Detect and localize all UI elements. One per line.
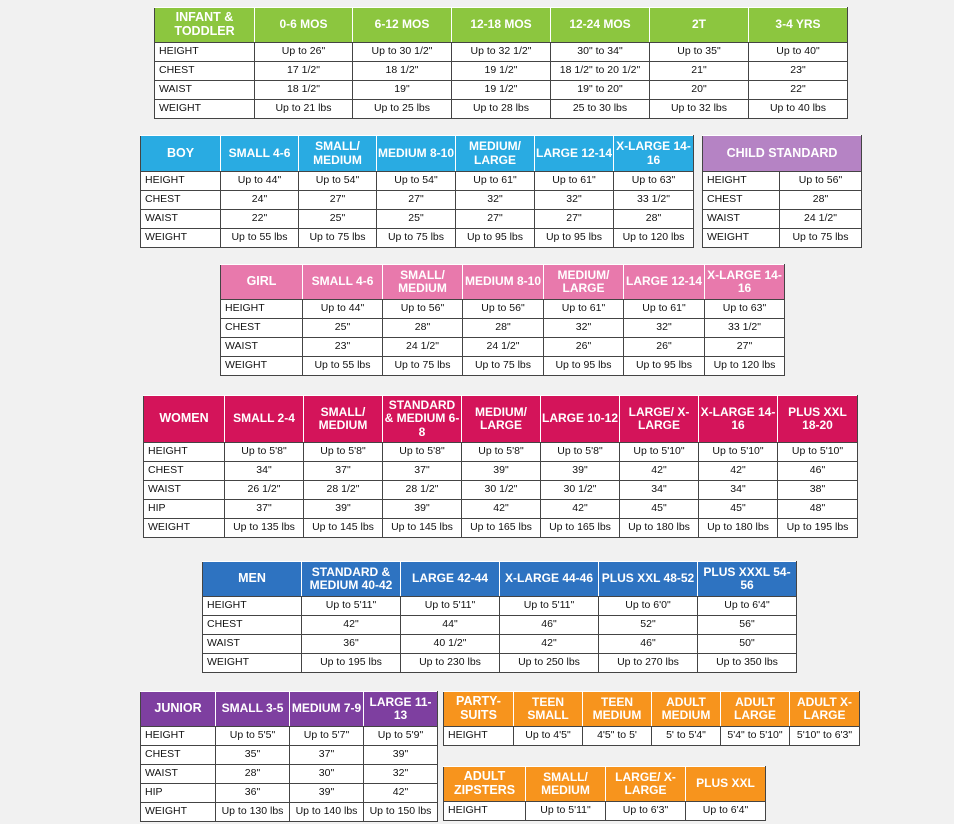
size-value: Up to 165 lbs — [541, 519, 620, 538]
size-value: 46" — [500, 616, 599, 635]
size-value: 32" — [456, 191, 535, 210]
size-header: X-LARGE 14-16 — [705, 265, 785, 300]
chest-row — [141, 191, 694, 210]
size-value: 34" — [620, 481, 699, 500]
size-value: 27" — [705, 338, 785, 357]
weight-row — [144, 519, 858, 538]
size-value: Up to 63" — [614, 172, 694, 191]
measure-label: WEIGHT — [141, 229, 221, 248]
size-value: Up to 21 lbs — [255, 100, 353, 119]
size-value: Up to 25 lbs — [353, 100, 452, 119]
size-header: MEDIUM 8-10 — [463, 265, 544, 300]
category-title: MEN — [203, 562, 302, 597]
size-value: 18 1/2" — [353, 62, 452, 81]
size-value: Up to 63" — [705, 300, 785, 319]
size-value: Up to 195 lbs — [302, 654, 401, 673]
size-value: Up to 5'9" — [364, 727, 438, 746]
size-value: 39" — [541, 462, 620, 481]
size-value: 19 1/2" — [452, 62, 551, 81]
category-title: JUNIOR — [141, 692, 216, 727]
size-value: 37" — [290, 746, 364, 765]
header-row — [141, 692, 438, 727]
size-value: Up to 5'11" — [500, 597, 599, 616]
size-value: Up to 95 lbs — [544, 357, 624, 376]
size-value: Up to 75 lbs — [299, 229, 377, 248]
header-row — [703, 136, 862, 172]
height-row — [221, 300, 785, 319]
height-row — [703, 172, 862, 191]
size-value: 30 1/2" — [462, 481, 541, 500]
size-header: ADULT MEDIUM — [652, 692, 721, 727]
size-header: LARGE/ X-LARGE — [620, 396, 699, 443]
size-value: Up to 5'8" — [383, 443, 462, 462]
waist-row — [203, 635, 797, 654]
size-value: 5' to 5'4" — [652, 727, 721, 746]
size-value: Up to 5'8" — [304, 443, 383, 462]
height-row — [155, 43, 848, 62]
women-table — [143, 395, 858, 538]
measure-label: CHEST — [141, 746, 216, 765]
size-value: Up to 135 lbs — [225, 519, 304, 538]
size-value: 25" — [303, 319, 383, 338]
size-header: STANDARD & MEDIUM 6-8 — [383, 396, 462, 443]
size-value: 42" — [500, 635, 599, 654]
size-header: LARGE/ X-LARGE — [606, 767, 686, 802]
size-value: 56" — [698, 616, 797, 635]
chest-row — [221, 319, 785, 338]
size-value: 37" — [304, 462, 383, 481]
size-value: 44" — [401, 616, 500, 635]
size-value: 34" — [225, 462, 304, 481]
size-value: 28" — [383, 319, 463, 338]
size-value: Up to 5'10" — [778, 443, 858, 462]
size-value: 42" — [462, 500, 541, 519]
men-table — [202, 561, 797, 673]
size-value: Up to 165 lbs — [462, 519, 541, 538]
measure-label: WAIST — [155, 81, 255, 100]
size-header: ADULT LARGE — [721, 692, 790, 727]
size-value: Up to 40" — [749, 43, 848, 62]
size-value: Up to 55 lbs — [221, 229, 299, 248]
child-standard-table — [702, 135, 862, 248]
size-value: 32" — [535, 191, 614, 210]
size-value: 27" — [377, 191, 456, 210]
measure-label: WAIST — [203, 635, 302, 654]
size-value: Up to 140 lbs — [290, 803, 364, 822]
size-value: 37" — [383, 462, 462, 481]
size-value: Up to 145 lbs — [304, 519, 383, 538]
measure-label: CHEST — [155, 62, 255, 81]
measure-label: CHEST — [703, 191, 780, 210]
size-header: MEDIUM/ LARGE — [462, 396, 541, 443]
size-value: Up to 55 lbs — [303, 357, 383, 376]
header-row — [444, 767, 766, 802]
chest-row — [703, 191, 862, 210]
size-value: Up to 150 lbs — [364, 803, 438, 822]
size-value: Up to 32 1/2" — [452, 43, 551, 62]
size-value: 19" — [353, 81, 452, 100]
size-value: Up to 5'8" — [462, 443, 541, 462]
size-value: Up to 5'10" — [620, 443, 699, 462]
height-row — [141, 727, 438, 746]
size-value: 30 1/2" — [541, 481, 620, 500]
size-header: 12-18 MOS — [452, 8, 551, 43]
size-value: Up to 145 lbs — [383, 519, 462, 538]
size-value: 23" — [303, 338, 383, 357]
size-header: PLUS XXXL 54-56 — [698, 562, 797, 597]
size-header: LARGE 12-14 — [535, 136, 614, 172]
waist-row — [141, 210, 694, 229]
measure-label: WEIGHT — [155, 100, 255, 119]
party-suits-table — [443, 691, 860, 746]
size-value: Up to 4'5" — [514, 727, 583, 746]
size-value: Up to 40 lbs — [749, 100, 848, 119]
size-value: Up to 6'4" — [698, 597, 797, 616]
size-value: 52" — [599, 616, 698, 635]
size-value: Up to 195 lbs — [778, 519, 858, 538]
size-header: MEDIUM 8-10 — [377, 136, 456, 172]
size-value: Up to 32 lbs — [650, 100, 749, 119]
measure-label: HEIGHT — [141, 727, 216, 746]
size-value: Up to 75 lbs — [780, 229, 862, 248]
measure-label: HEIGHT — [221, 300, 303, 319]
size-header: SMALL/ MEDIUM — [299, 136, 377, 172]
size-header: SMALL 3-5 — [216, 692, 290, 727]
size-value: 17 1/2" — [255, 62, 353, 81]
size-value: 45" — [620, 500, 699, 519]
size-value: Up to 75 lbs — [383, 357, 463, 376]
size-value: 26" — [624, 338, 705, 357]
size-value: 24 1/2" — [780, 210, 862, 229]
size-value: 42" — [302, 616, 401, 635]
size-value: 28" — [463, 319, 544, 338]
size-header: 6-12 MOS — [353, 8, 452, 43]
size-value: 39" — [304, 500, 383, 519]
size-value: Up to 5'7" — [290, 727, 364, 746]
chest-row — [155, 62, 848, 81]
category-title: BOY — [141, 136, 221, 172]
size-value: 45" — [699, 500, 778, 519]
measure-label: HEIGHT — [144, 443, 225, 462]
size-value: 37" — [225, 500, 304, 519]
size-value: 40 1/2" — [401, 635, 500, 654]
size-value: Up to 95 lbs — [535, 229, 614, 248]
size-value: Up to 75 lbs — [463, 357, 544, 376]
size-value: 39" — [383, 500, 462, 519]
size-value: 46" — [778, 462, 858, 481]
size-header: 0-6 MOS — [255, 8, 353, 43]
size-value: 35" — [216, 746, 290, 765]
waist-row — [155, 81, 848, 100]
size-value: 28 1/2" — [383, 481, 462, 500]
size-header: X-LARGE 14-16 — [699, 396, 778, 443]
size-value: 4'5" to 5' — [583, 727, 652, 746]
measure-label: WAIST — [703, 210, 780, 229]
size-value: Up to 56" — [780, 172, 862, 191]
junior-table — [140, 691, 438, 822]
category-title: PARTY- SUITS — [444, 692, 514, 727]
size-value: 32" — [364, 765, 438, 784]
measure-label: CHEST — [141, 191, 221, 210]
size-value: 28" — [780, 191, 862, 210]
measure-label: WEIGHT — [221, 357, 303, 376]
size-value: Up to 5'11" — [526, 802, 606, 821]
size-header: TEEN MEDIUM — [583, 692, 652, 727]
chest-row — [141, 746, 438, 765]
size-header: PLUS XXL 48-52 — [599, 562, 698, 597]
size-value: 28 1/2" — [304, 481, 383, 500]
weight-row — [141, 803, 438, 822]
height-row — [444, 802, 766, 821]
size-header: 3-4 YRS — [749, 8, 848, 43]
size-value: 33 1/2" — [705, 319, 785, 338]
size-value: Up to 5'5" — [216, 727, 290, 746]
size-value: 50" — [698, 635, 797, 654]
size-value: Up to 6'4" — [686, 802, 766, 821]
size-value: 26 1/2" — [225, 481, 304, 500]
weight-row — [221, 357, 785, 376]
size-header: SMALL/ MEDIUM — [526, 767, 606, 802]
size-value: Up to 250 lbs — [500, 654, 599, 673]
size-header: MEDIUM 7-9 — [290, 692, 364, 727]
size-value: Up to 6'3" — [606, 802, 686, 821]
size-header: SMALL/ MEDIUM — [383, 265, 463, 300]
size-header: SMALL 4-6 — [221, 136, 299, 172]
size-value: 18 1/2" to 20 1/2" — [551, 62, 650, 81]
waist-row — [221, 338, 785, 357]
size-header: ADULT X-LARGE — [790, 692, 860, 727]
size-value: 5'4" to 5'10" — [721, 727, 790, 746]
hip-row — [144, 500, 858, 519]
size-header: LARGE 12-14 — [624, 265, 705, 300]
waist-row — [144, 481, 858, 500]
size-value: 27" — [456, 210, 535, 229]
measure-label: HIP — [141, 784, 216, 803]
measure-label: HEIGHT — [444, 802, 526, 821]
size-header: MEDIUM/ LARGE — [456, 136, 535, 172]
measure-label: HEIGHT — [703, 172, 780, 191]
size-value: 30" to 34" — [551, 43, 650, 62]
size-value: Up to 75 lbs — [377, 229, 456, 248]
size-header: TEEN SMALL — [514, 692, 583, 727]
chest-row — [203, 616, 797, 635]
size-value: 42" — [541, 500, 620, 519]
size-value: 42" — [620, 462, 699, 481]
adult-zipsters-table — [443, 766, 766, 821]
size-value: 30" — [290, 765, 364, 784]
size-value: Up to 56" — [383, 300, 463, 319]
size-value: 34" — [699, 481, 778, 500]
size-value: Up to 5'10" — [699, 443, 778, 462]
size-value: 27" — [535, 210, 614, 229]
weight-row — [703, 229, 862, 248]
size-value: Up to 56" — [463, 300, 544, 319]
girl-table — [220, 264, 785, 376]
size-value: Up to 61" — [544, 300, 624, 319]
size-value: Up to 35" — [650, 43, 749, 62]
size-value: 23" — [749, 62, 848, 81]
header-row — [144, 396, 858, 443]
size-value: Up to 180 lbs — [699, 519, 778, 538]
measure-label: WAIST — [144, 481, 225, 500]
size-value: Up to 54" — [377, 172, 456, 191]
size-header: SMALL/ MEDIUM — [304, 396, 383, 443]
size-value: 38" — [778, 481, 858, 500]
size-header: 12-24 MOS — [551, 8, 650, 43]
weight-row — [203, 654, 797, 673]
size-value: Up to 95 lbs — [624, 357, 705, 376]
size-value: Up to 270 lbs — [599, 654, 698, 673]
size-value: 28" — [614, 210, 694, 229]
boy-table — [140, 135, 694, 248]
measure-label: WEIGHT — [144, 519, 225, 538]
measure-label: WAIST — [141, 210, 221, 229]
size-value: 39" — [462, 462, 541, 481]
infant-toddler-table — [154, 7, 848, 119]
size-value: 28" — [216, 765, 290, 784]
category-title: WOMEN — [144, 396, 225, 443]
size-value: 48" — [778, 500, 858, 519]
size-value: Up to 30 1/2" — [353, 43, 452, 62]
header-row — [155, 8, 848, 43]
size-header: PLUS XXL 18-20 — [778, 396, 858, 443]
size-value: 19 1/2" — [452, 81, 551, 100]
measure-label: WEIGHT — [703, 229, 780, 248]
size-value: 46" — [599, 635, 698, 654]
height-row — [203, 597, 797, 616]
measure-label: WAIST — [141, 765, 216, 784]
size-value: 24" — [221, 191, 299, 210]
size-value: Up to 26" — [255, 43, 353, 62]
size-value: 36" — [216, 784, 290, 803]
size-value: 39" — [364, 746, 438, 765]
size-value: Up to 61" — [456, 172, 535, 191]
size-value: 33 1/2" — [614, 191, 694, 210]
size-value: Up to 180 lbs — [620, 519, 699, 538]
size-value: 21" — [650, 62, 749, 81]
size-value: 39" — [290, 784, 364, 803]
size-header: STANDARD & MEDIUM 40-42 — [302, 562, 401, 597]
size-value: Up to 28 lbs — [452, 100, 551, 119]
size-value: Up to 5'8" — [541, 443, 620, 462]
category-title: CHILD STANDARD — [703, 136, 862, 172]
measure-label: HEIGHT — [203, 597, 302, 616]
measure-label: CHEST — [144, 462, 225, 481]
size-value: Up to 6'0" — [599, 597, 698, 616]
size-value: 36" — [302, 635, 401, 654]
waist-row — [703, 210, 862, 229]
size-value: 22" — [749, 81, 848, 100]
measure-label: HEIGHT — [141, 172, 221, 191]
size-value: Up to 5'11" — [401, 597, 500, 616]
size-value: Up to 130 lbs — [216, 803, 290, 822]
measure-label: HEIGHT — [155, 43, 255, 62]
size-value: 42" — [699, 462, 778, 481]
size-header: X-LARGE 14-16 — [614, 136, 694, 172]
size-header: LARGE 10-12 — [541, 396, 620, 443]
measure-label: HEIGHT — [444, 727, 514, 746]
height-row — [144, 443, 858, 462]
size-value: 42" — [364, 784, 438, 803]
size-value: Up to 95 lbs — [456, 229, 535, 248]
size-value: 18 1/2" — [255, 81, 353, 100]
category-title: GIRL — [221, 265, 303, 300]
measure-label: WAIST — [221, 338, 303, 357]
height-row — [444, 727, 860, 746]
size-value: 24 1/2" — [383, 338, 463, 357]
size-header: SMALL 4-6 — [303, 265, 383, 300]
size-value: Up to 44" — [221, 172, 299, 191]
size-header: PLUS XXL — [686, 767, 766, 802]
size-header: LARGE 11-13 — [364, 692, 438, 727]
waist-row — [141, 765, 438, 784]
header-row — [221, 265, 785, 300]
size-value: 25" — [299, 210, 377, 229]
size-header: 2T — [650, 8, 749, 43]
size-value: Up to 350 lbs — [698, 654, 797, 673]
header-row — [203, 562, 797, 597]
size-value: Up to 120 lbs — [614, 229, 694, 248]
header-row — [141, 136, 694, 172]
chest-row — [144, 462, 858, 481]
size-value: Up to 44" — [303, 300, 383, 319]
size-value: 27" — [299, 191, 377, 210]
measure-label: CHEST — [203, 616, 302, 635]
hip-row — [141, 784, 438, 803]
size-value: Up to 54" — [299, 172, 377, 191]
category-title: INFANT & TODDLER — [155, 8, 255, 43]
size-value: 25" — [377, 210, 456, 229]
size-value: Up to 61" — [535, 172, 614, 191]
size-value: Up to 61" — [624, 300, 705, 319]
measure-label: HIP — [144, 500, 225, 519]
weight-row — [155, 100, 848, 119]
size-header: X-LARGE 44-46 — [500, 562, 599, 597]
size-value: 24 1/2" — [463, 338, 544, 357]
measure-label: CHEST — [221, 319, 303, 338]
size-value: 22" — [221, 210, 299, 229]
size-value: 32" — [624, 319, 705, 338]
size-value: 19" to 20" — [551, 81, 650, 100]
size-value: 26" — [544, 338, 624, 357]
size-header: LARGE 42-44 — [401, 562, 500, 597]
category-title: ADULT ZIPSTERS — [444, 767, 526, 802]
height-row — [141, 172, 694, 191]
measure-label: WEIGHT — [141, 803, 216, 822]
header-row — [444, 692, 860, 727]
size-value: 20" — [650, 81, 749, 100]
size-header: MEDIUM/ LARGE — [544, 265, 624, 300]
size-value: 5'10" to 6'3" — [790, 727, 860, 746]
measure-label: WEIGHT — [203, 654, 302, 673]
size-value: Up to 5'11" — [302, 597, 401, 616]
size-header: SMALL 2-4 — [225, 396, 304, 443]
size-value: 25 to 30 lbs — [551, 100, 650, 119]
size-value: Up to 230 lbs — [401, 654, 500, 673]
size-value: 32" — [544, 319, 624, 338]
size-value: Up to 5'8" — [225, 443, 304, 462]
weight-row — [141, 229, 694, 248]
size-value: Up to 120 lbs — [705, 357, 785, 376]
